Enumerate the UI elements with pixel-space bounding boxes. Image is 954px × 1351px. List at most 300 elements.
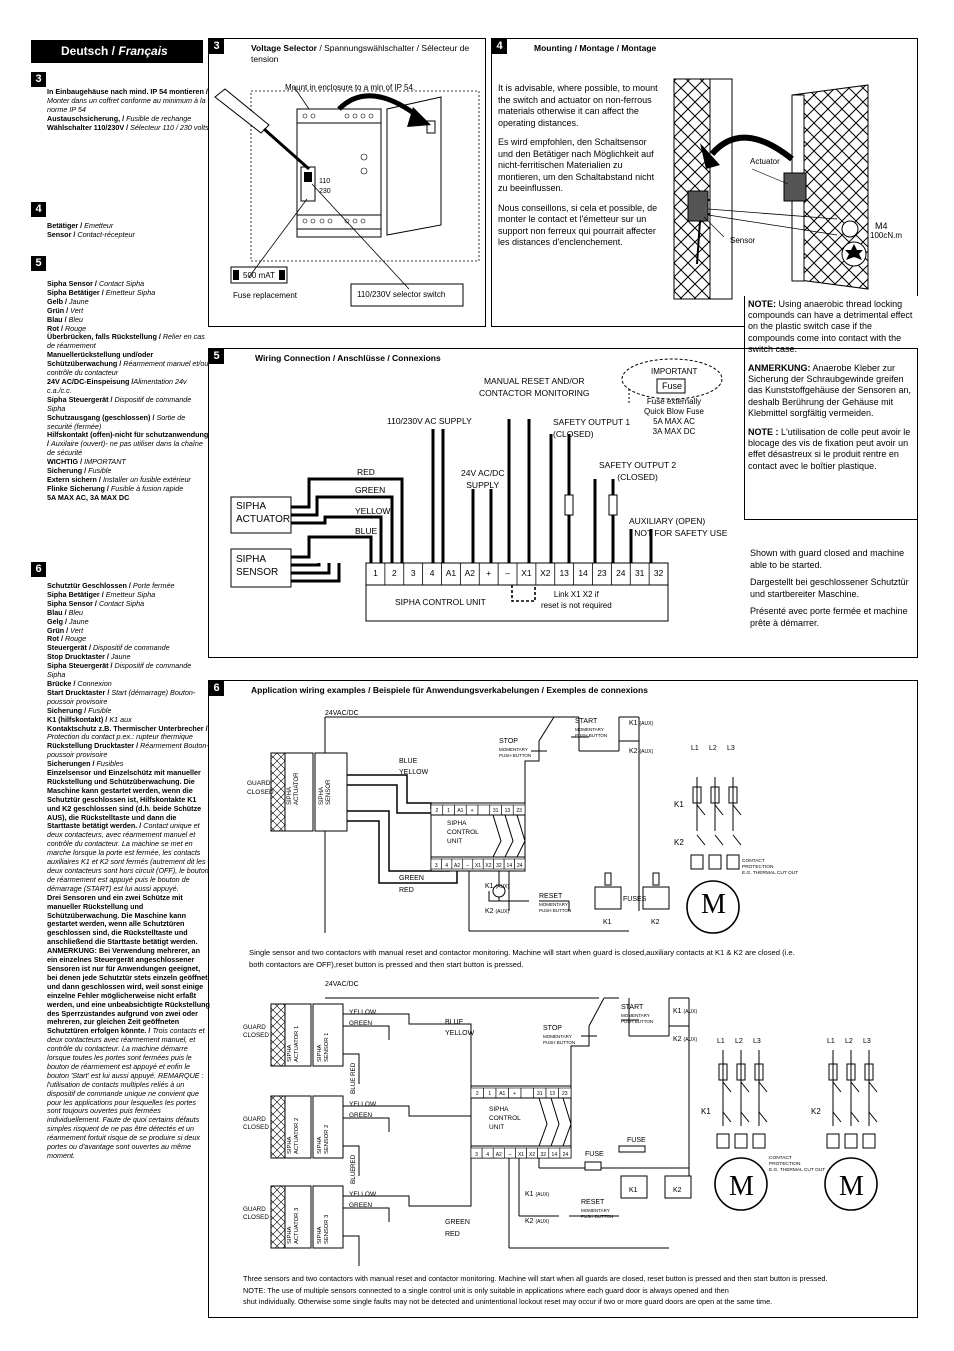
d2-caption [243, 1273, 913, 1308]
term-text: Sipha Steuergerät [47, 661, 109, 671]
d2-guard-label-line: GUARD [243, 1024, 266, 1031]
term-text: / [62, 607, 69, 617]
translation-text: Rouge [64, 323, 87, 333]
term-text: / [47, 439, 51, 449]
d1-k1aux [629, 719, 653, 729]
d2-guard-label [287, 1026, 301, 1062]
d1-l3: L3 [727, 745, 735, 752]
d2-guard-label-line: GUARD [243, 1116, 266, 1123]
left-s5-item [47, 431, 209, 458]
translation-text: Vert [70, 305, 84, 315]
term-text: / [64, 625, 71, 635]
d2-k2-contactor: K2 [811, 1107, 821, 1116]
translation-text: Emetteur Sipha [105, 589, 156, 599]
d2-guard-label-line: ACTUATOR 2 [294, 1117, 300, 1154]
panel-4-title: Mounting / Montage / Montage [534, 43, 657, 53]
safety-output-2-label [599, 459, 676, 483]
sipha-actuator-box [236, 500, 290, 526]
d1-k1aux-bottom-tag: (AUX) [495, 884, 510, 890]
term-text: Sensor [47, 229, 72, 239]
term-text: / [104, 652, 111, 662]
application-diagram-2 [209, 986, 917, 1276]
d2-l1-a: L1 [717, 1038, 725, 1045]
d2-guard-label-line: SENSOR 2 [324, 1124, 330, 1154]
term-text: / [150, 412, 157, 422]
d1-blue: BLUE [399, 758, 418, 765]
d1-start-mpb [575, 727, 607, 739]
d2-stop-mpb [543, 1034, 575, 1046]
d1-guard-line: GUARD [247, 780, 271, 787]
banner-de: Deutsch [61, 44, 109, 58]
d2-motor-2: M [839, 1171, 864, 1202]
note-de: Anaerobe Kleber zur Sicherung der Schraubgewinde greifen das Kunststoffgehäuse der Sensoren an, deshalb Berührung der Gehäuse mit Klebmittel sorgfältig vermeiden. [748, 363, 911, 418]
d2-wire-yellow: YELLOW [349, 1101, 377, 1108]
term-text: / [62, 314, 69, 324]
torque-label: 100cN.m [870, 231, 903, 240]
terminal-label: A1 [457, 808, 464, 814]
d2-k1-contactor: K1 [701, 1107, 711, 1116]
terminal-label: 24 [562, 1152, 569, 1158]
left-s6-item [47, 769, 210, 894]
panel-5-title: Wiring Connection / Anschlüsse / Connexions [255, 353, 441, 363]
p5-manual-line: CONTACTOR MONITORING [479, 388, 590, 398]
panel-application-examples [208, 680, 918, 1318]
d2-yellow: YELLOW [445, 1030, 475, 1037]
d2-k1aux-tag: (AUX) [683, 1009, 698, 1015]
translation-text: Connexion [77, 678, 112, 688]
terminal-label: 13 [504, 808, 511, 814]
d2-l3-a: L3 [753, 1038, 761, 1045]
link-note [541, 589, 612, 611]
terminal-cell [521, 1088, 534, 1098]
term-text: / [134, 741, 141, 751]
terminal-label: + [513, 1091, 517, 1097]
translation-text: Installer un fusible extérieur [102, 474, 191, 484]
terminal-label: X2 [485, 863, 492, 869]
d2-l2-a: L2 [735, 1038, 743, 1045]
translation-text: Start (démarrage) Bouton-poussoir provisoire [47, 687, 196, 706]
left-s6-item [47, 662, 210, 680]
translation-text: Emetteur Sipha [105, 287, 156, 297]
term-text: / [78, 221, 85, 230]
language-banner [31, 40, 203, 63]
wire-yellow-label: YELLOW [355, 506, 391, 516]
d2-stop-mpb-line: PUSH BUTTON [543, 1040, 576, 1045]
d2-wire-yellow: YELLOW [349, 1009, 377, 1016]
terminal-label: A1 [499, 1091, 506, 1097]
panel-3-title-en: Voltage Selector [251, 43, 317, 53]
d1-sipha-actuator [287, 773, 301, 805]
term-text: Grün [47, 625, 65, 635]
p5-safety1-line: SAFETY OUTPUT 1 [553, 417, 631, 427]
term-text: / [78, 457, 85, 467]
d2-guard-label [243, 1206, 269, 1222]
d2-guard-label-line: SIPHA [287, 1136, 293, 1154]
terminal-label: X1 [521, 568, 532, 578]
terminal-label: 32 [540, 1152, 547, 1158]
d2-caption-line: Three sensors and two contactors with manual reset and contactor monitoring. Machine will start when all guards are closed, reset button is pressed and then start button is pressed. [243, 1274, 828, 1283]
term-text: / [86, 643, 93, 653]
mounting-text-fr: Nous conseillons, si cela et possible, de monter le contact et l'émetteur sur un support non ferreux qui pourrait affecter les distances d'enclenchement. [498, 202, 658, 247]
term-text: / [90, 759, 97, 769]
translation-text: Emetteur [84, 221, 114, 230]
d2-guard-label-line: SENSOR 1 [324, 1032, 330, 1062]
d2-k1aux-label: K1 [673, 1008, 682, 1015]
d1-reset-mpb-line: PUSH BUTTON [539, 908, 572, 913]
d1-red: RED [399, 887, 414, 894]
terminal-label: A1 [445, 568, 457, 578]
d2-k1aux [673, 1007, 697, 1017]
safety-output-1-label [553, 416, 630, 440]
term-text: Sicherung [47, 466, 83, 476]
m4-label: M4 [875, 221, 888, 231]
d2-k2aux-bottom-tag: (AUX) [535, 1219, 550, 1225]
d1-k1aux-bottom [485, 882, 509, 892]
term-text: / [103, 714, 110, 724]
terminal-label: X2 [529, 1152, 536, 1158]
guard-note-fr: Présenté avec porte fermée et machine prête à démarrer. [750, 606, 908, 628]
translation-text: Jaune [110, 652, 131, 662]
d1-k2aux-bottom [485, 907, 509, 917]
term-text: Kontaktschutz z.B. Thermischer Unterbrecher [47, 723, 204, 733]
panel-6-number: 6 [209, 681, 224, 696]
d2-guard-label-line: ACTUATOR 1 [294, 1025, 300, 1062]
translation-text: Rouge [64, 634, 87, 644]
left-s5-item [47, 414, 209, 432]
fuse-symbol-label: Fuse [662, 381, 683, 391]
mounting-text-de: Es wird empfohlen, den Schaltsensor und den Betätiger nach Möglichkeit auf nicht-ferritischen Materialien zu montieren, um den Schaltabstand nicht zu beeinflussen. [498, 137, 655, 193]
term-text: Start Drucktaster [47, 687, 106, 697]
translation-text: Sortie de securité (fermée) [47, 412, 186, 431]
translation-text: Protection du contact p.ex.: rupteur thermique [47, 732, 193, 742]
term-text: / [71, 678, 78, 688]
term-text: Einzelsensor und Einzelschütz mit manueller Rückstellung und Schützüberwachung. Die Maschine kann gestartet werden, wenn die Schutztür geschlossen ist, Hilfskontakte K1 und K2 geschlossen sind (d.h. beide Schütze AUS), die Rückstelltaste und dann die Starttaste betätigt werden. [47, 768, 202, 831]
d1-k2aux-label: K2 [629, 748, 638, 755]
term-text: Rot [47, 323, 59, 333]
d1-protect-line: E.G. THERMAL CUT OUT [742, 871, 799, 876]
d1-caption: Single sensor and two contactors with manual reset and contactor monitoring. Machine will start when guard is closed,auxiliary contacts at K1 & K2 are closed (i.e. both contactors are OFF),reset button is pressed and then start button is pressed. [249, 948, 795, 969]
d1-act-line: SIPHA [287, 786, 293, 805]
left-section-5-number: 5 [31, 256, 46, 271]
translation-text: Bleu [68, 607, 83, 617]
d2-protect-line: PROTECTION [769, 1162, 801, 1167]
translation-text: Dispositif de commande [92, 643, 170, 653]
p5-safety1-line: (CLOSED) [553, 429, 594, 439]
terminal-label: 4 [429, 568, 435, 578]
term-text: 24V AC/DC-Einspeisung [47, 376, 130, 386]
panel-3-title-rest: / Spannungswählschalter / Sélecteur de tension [251, 43, 470, 64]
d2-k2aux-tag: (AUX) [683, 1037, 698, 1043]
sensor-label: Sensor [730, 236, 756, 245]
terminal-label: 1 [373, 568, 378, 578]
torx-icon [842, 242, 866, 266]
term-text: Überbrücken, falls Rückstellung [47, 332, 157, 342]
term-text: K1 (hilfskontakt) [47, 714, 104, 724]
d1-k1aux-label: K1 [629, 720, 638, 727]
d2-k2aux-bottom-label: K2 [525, 1218, 534, 1225]
term-text: / [82, 466, 89, 476]
term-text: Blau [47, 607, 63, 617]
d2-wire-blue: BLUE [350, 1167, 357, 1184]
d2-guard-label-line: CLOSED [243, 1124, 269, 1131]
p5-link-line: Link X1 X2 if [553, 590, 599, 599]
d1-protect-line: CONTACT [742, 859, 765, 864]
left-s4-item [47, 231, 209, 240]
term-text: Hilfskontakt (offen)-nicht für schutzanwendung [47, 430, 209, 440]
left-section-5-list [47, 280, 209, 503]
d2-k1aux-bottom [525, 1190, 549, 1200]
p5-safety2-line: SAFETY OUTPUT 2 [599, 460, 677, 470]
terminal-label: 31 [536, 1091, 543, 1097]
term-text: / [104, 483, 111, 493]
terminal-label: 13 [549, 1091, 556, 1097]
d2-coil-k2: K2 [673, 1187, 682, 1194]
d2-wire-red: RED [350, 1154, 357, 1168]
d2-guard-label [317, 1215, 331, 1244]
term-text: / [203, 723, 208, 733]
panel-6-title: Application wiring examples / Beispiele für Anwendungsverkabelungen / Exemples de connexions [251, 685, 648, 695]
banner-sep: / [108, 44, 119, 58]
term-text: Gelb [47, 296, 63, 306]
translation-text: Fusible [88, 705, 112, 715]
note-fr: L'utilisation de colle peut avoir le blocage des vis de fixation peut avoir un effet désastreux si le produit rentre en contact avec le boîtier plastique. [748, 427, 911, 471]
term-text: / [96, 474, 103, 484]
control-unit-label: SIPHA CONTROL UNIT [395, 597, 486, 607]
d2-start: START [621, 1004, 644, 1011]
term-text: Sicherung [47, 705, 83, 715]
d2-l3-b: L3 [863, 1038, 871, 1045]
d2-guard-label [243, 1116, 269, 1132]
p5-aux-line: - NOT FOR SAFETY USE [629, 528, 728, 538]
label-230: 230 [319, 188, 331, 195]
term-text: / [124, 122, 131, 132]
d2-protect-line: CONTACT [769, 1156, 792, 1161]
left-s5-item [47, 378, 209, 396]
term-text: Sipha Betätiger [47, 589, 100, 599]
term-text: Gelg [47, 616, 63, 626]
d1-start-mpb-line: MOMENTARY [575, 727, 604, 732]
translation-text: Monter dans un coffret conforme au minimum à la norme IP 54 [47, 95, 206, 114]
d1-k2-contactor: K2 [674, 838, 684, 847]
d1-k2aux [629, 747, 653, 757]
note-fr-label: NOTE : [748, 427, 779, 438]
banner-fr: Français [118, 44, 168, 58]
mount-label: Mount in enclosure to a min of IP 54. [285, 83, 416, 92]
terminal-label: X1 [517, 1152, 525, 1158]
wire-blue-label: BLUE [355, 526, 378, 536]
terminal-label: 2 [475, 1091, 479, 1097]
term-text: / [82, 705, 89, 715]
p5-fuse-note-line: 5A MAX AC [653, 417, 695, 426]
translation-text: Contact-récepteur [77, 229, 135, 239]
panel-voltage-selector [208, 38, 486, 327]
term-text: Drei Sensoren und ein zwei Schütze mit manueller Rückstellung und Schützüberwachung. Die Maschine kann gestartet werden, wenn alle Schutztüren geschlossen sind, die Rückstelltaste und anschließend die Starttaste betätigt werden. ANMERKUNG: Bei Verwendung mehrerer, an ein einzelnes Steuergerät angeschlossener Sensoren ist nur für Anwendungen geeignet, bei denen jede Schutztür stets einzeln geöffnet und dann geschlossen wird, weil sonst einige einzelne Fehler möglicherweise nicht erfaßt werden, und eine unbeabsichtigte Rückstellung des Sperrzustandes aufgrund von zwei oder mehreren, zur gleichen Zeit geöffneten Schutztüren erfolgen könnte. [47, 892, 210, 1036]
term-text: Sicherungen [47, 759, 91, 769]
d1-k1aux-bottom-label: K1 [485, 883, 494, 890]
left-section-4-list [47, 222, 209, 240]
translation-text: IMPORTANT [84, 457, 126, 467]
terminal-label: 4 [486, 1152, 490, 1158]
translation-text: Dispositif de commande Sipha [47, 661, 192, 680]
d2-coil-k1: K1 [629, 1187, 638, 1194]
terminal-label: 23 [516, 808, 522, 814]
d2-guard-label-line: SIPHA [287, 1226, 293, 1244]
translation-text: Vert [70, 625, 84, 635]
p5-fuse-note-line: Fuse externally [646, 397, 702, 406]
d1-sen-line: SIPHA [319, 786, 325, 805]
term-text: Sipha Sensor [47, 598, 93, 608]
terminal-label: 24 [516, 863, 523, 869]
guard-note [750, 548, 916, 629]
terminal-label: 23 [561, 1091, 568, 1097]
terminal-label: 32 [496, 863, 502, 869]
translation-text: Contact Sipha [98, 598, 145, 608]
term-text: Rot [47, 634, 59, 644]
d2-reset-mpb [581, 1208, 613, 1220]
auxiliary-label [629, 515, 727, 539]
d2-l1-b: L1 [827, 1038, 835, 1045]
d2-stop: STOP [543, 1025, 562, 1032]
term-text: Austauschsicherung, [47, 113, 121, 123]
terminal-label: A2 [464, 568, 476, 578]
term-text: Wählschalter 110/230V [47, 122, 125, 132]
d2-guard-label [287, 1208, 301, 1244]
d1-reset: RESET [539, 893, 563, 900]
fuse-value: 500 mAT [243, 271, 275, 280]
translation-text: Dispositif de commande Sipha [47, 394, 192, 413]
terminal-label: 24 [616, 568, 626, 578]
term-text: Sipha Steuergerät [47, 394, 109, 404]
terminal-label: – [508, 1152, 512, 1158]
terminal-label: 14 [506, 863, 513, 869]
translation-text: Relier en cas de réarmement [47, 332, 205, 351]
terminal-label: 3 [475, 1152, 478, 1158]
left-section-6-list [47, 582, 210, 1161]
d1-24v: 24VAC/DC [325, 710, 359, 717]
p5-fuse-note-line: Quick Blow Fuse [643, 407, 705, 416]
terminal-label: 4 [445, 863, 449, 869]
d1-act-line: ACTUATOR [294, 772, 300, 805]
sipha-sensor-box [236, 553, 278, 579]
left-section-4-number: 4 [31, 202, 46, 217]
d2-guard-label [243, 1024, 269, 1040]
d1-stop-mpb [499, 747, 531, 759]
terminal-label: 3 [410, 568, 416, 578]
p5-supply24-line: 24V AC/DC [461, 468, 505, 478]
d1-stop-mpb-line: PUSH BUTTON [499, 753, 532, 758]
translation-text: Bleu [68, 314, 83, 324]
panel-4-number: 4 [492, 39, 507, 54]
d2-wire-green: GREEN [349, 1112, 373, 1119]
terminal-label: 3 [434, 863, 438, 869]
d1-stop: STOP [499, 738, 518, 745]
note-de-label: ANMERKUNG: [748, 363, 811, 374]
d2-guard-label [287, 1118, 301, 1154]
d2-k1aux-bottom-tag: (AUX) [535, 1192, 550, 1198]
d2-guard-label-line: GUARD [243, 1206, 266, 1213]
panel-3-number: 3 [209, 39, 224, 54]
guard-note-de: Dargestellt bei geschlossener Schutztür und startbereiter Maschine. [750, 577, 909, 599]
d1-yellow: YELLOW [399, 769, 429, 776]
d2-guard-label-line: SIPHA [317, 1044, 323, 1062]
fuse-replacement-label: Fuse replacement [233, 291, 298, 300]
panel-5-number: 5 [209, 349, 224, 364]
term-text: / [92, 279, 99, 288]
note-en: Using anaerobic thread locking compounds can have a detrimental effect on the plastic switch case if the compounds come into contact with the switch case. [748, 299, 913, 354]
p5-aux-line: AUXILIARY (OPEN) [629, 516, 706, 526]
d2-wire-blue: BLUE [350, 1077, 357, 1094]
terminal-label: A2 [454, 863, 461, 869]
left-s6-item [47, 894, 210, 1161]
term-text: WICHTIG [47, 457, 79, 467]
d1-coil-k1: K1 [603, 919, 612, 926]
d2-contact-protection [769, 1156, 825, 1174]
terminal-label: – [466, 863, 469, 869]
mounting-text-en: It is advisable, where possible, to mount the switch and actuator on non-ferrous materials otherwise it can affect the operating distances. [498, 83, 658, 128]
d2-guard-label-line: SIPHA [317, 1226, 323, 1244]
actuator-icon [784, 173, 806, 201]
d1-reset-mpb-line: MOMENTARY [539, 902, 568, 907]
terminal-label: 2 [391, 568, 397, 578]
term-text: Blau [47, 314, 63, 324]
p5-safety2-line: (CLOSED) [617, 472, 658, 482]
term-text: Stop Drucktaster [47, 652, 105, 662]
terminal-cell [478, 805, 490, 815]
terminal-label: 1 [447, 808, 451, 814]
left-section-3-list [47, 88, 209, 133]
d2-guard-label [317, 1125, 331, 1154]
term-text: 5A MAX AC, 3A MAX DC [47, 492, 130, 502]
left-s5-item [47, 494, 209, 503]
term-text: Sipha Sensor [47, 279, 93, 288]
d2-guard-label-line: SIPHA [287, 1044, 293, 1062]
wire-red-label: RED [357, 467, 375, 477]
d2-guard-label [317, 1033, 331, 1062]
term-text: / [117, 359, 124, 369]
d2-protect-line: E.G. THERMAL CUT OUT [769, 1168, 826, 1173]
d2-caption-line: NOTE: The use of multiple sensors connected to a single control unit is only suitable in applications where each guard door is always opened and then [243, 1285, 729, 1295]
translation-text: Auxilaire (ouvert)- ne pas utiliser dans la chaîne de sécurité [47, 439, 203, 458]
translation-text: Jaune [68, 296, 89, 306]
terminal-label: 31 [492, 808, 499, 814]
d2-guard-label-line: SIPHA [317, 1136, 323, 1154]
p5-fuse-note-line: 3A MAX DC [652, 427, 696, 436]
term-text: / [99, 589, 106, 599]
d2-guard-label-line: SENSOR 3 [324, 1214, 330, 1244]
terminal-label: 32 [653, 568, 664, 578]
d2-guard-label-line: CLOSED [243, 1214, 269, 1221]
manual-reset-label [479, 375, 590, 399]
term-text: Grün [47, 305, 65, 315]
term-text: / [203, 87, 208, 96]
terminal-label: 14 [578, 568, 588, 578]
term-text: / [105, 687, 112, 697]
p5-supply24-line: SUPPLY [466, 480, 500, 490]
p5-sensor-line: SIPHA [236, 554, 267, 565]
terminal-label: + [470, 808, 474, 814]
translation-text: Fusible [88, 466, 112, 476]
p5-actuator-line: SIPHA [236, 501, 267, 512]
important-label: IMPORTANT [651, 367, 698, 376]
terminal-label: 2 [435, 808, 439, 814]
translation-text: Alimentation 24v c.a./c.c. [47, 376, 187, 395]
terminal-label: – [505, 568, 510, 578]
d2-reset-mpb-line: PUSH BUTTON [581, 1214, 614, 1219]
term-text: / [129, 376, 134, 386]
d1-protect-line: PROTECTION [742, 865, 774, 870]
d2-green: GREEN [445, 1219, 470, 1226]
terminal-label: 13 [559, 568, 569, 578]
